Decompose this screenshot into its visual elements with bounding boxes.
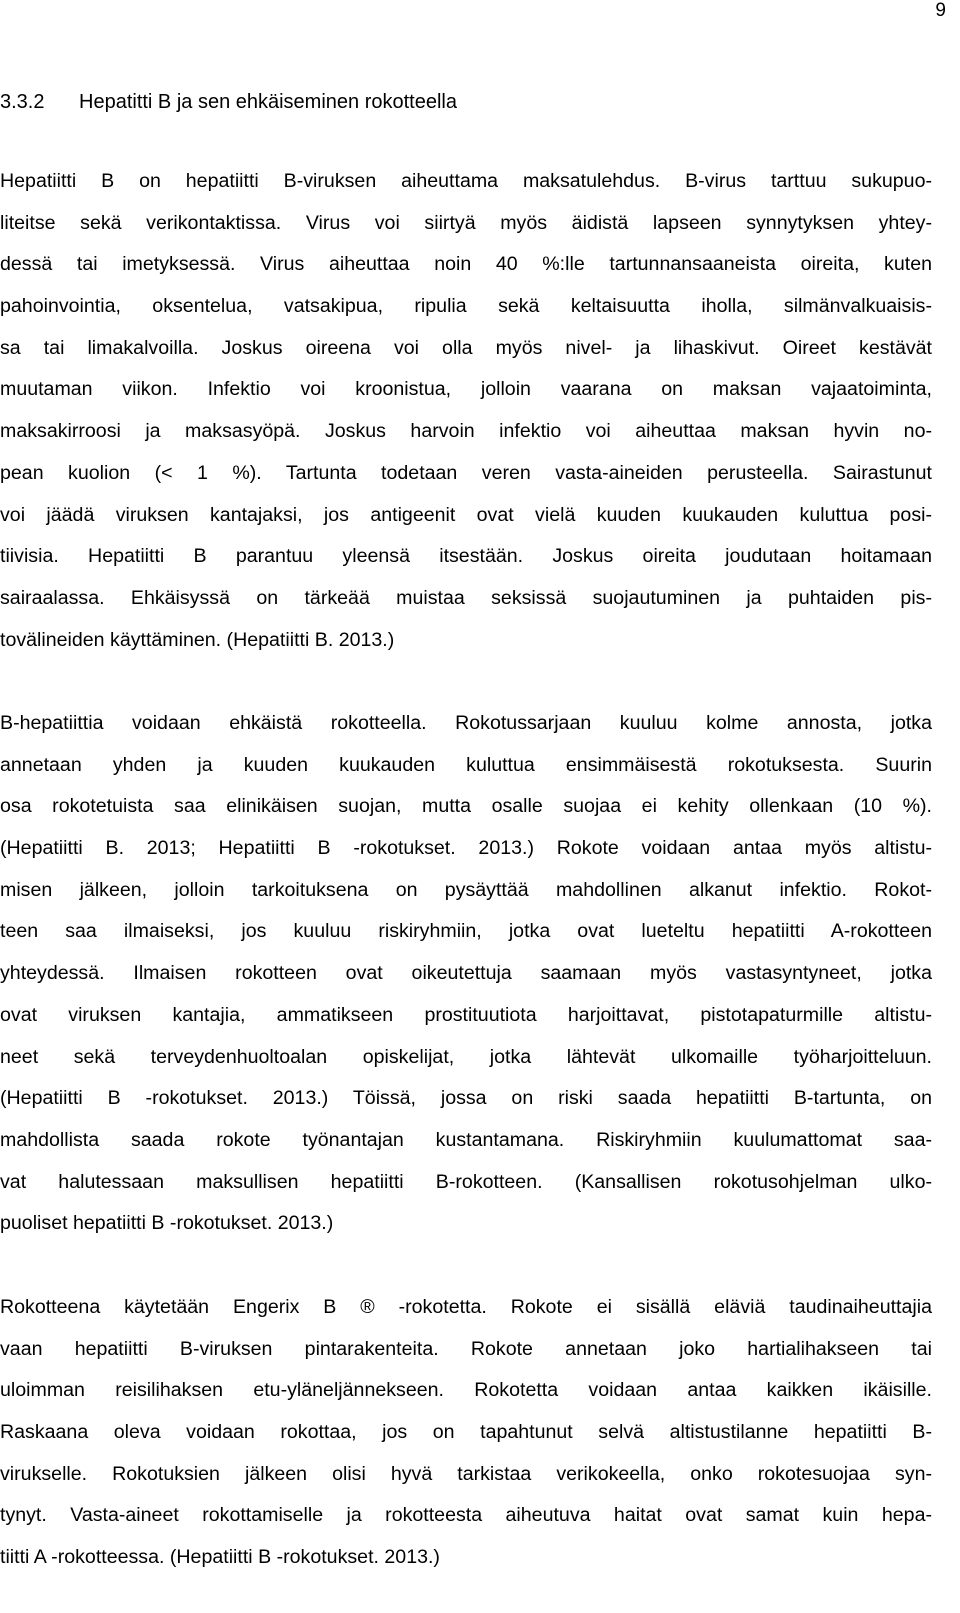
text-line: sa tai limakalvoilla. Joskus oireena voi olla myös nivel- ja lihaskivut. Oireet kestävät [0,336,932,359]
paragraph-hepatitis-b-description [0,161,932,661]
text-line: misen jälkeen, jolloin tarkoituksena on pysäyttää mahdollinen alkanut infektio. Rokot- [0,878,932,901]
text-line: tovälineiden käyttäminen. (Hepatiitti B. 2013.) [0,628,395,651]
paragraph-engerix-vaccine [0,1287,932,1579]
text-line: (Hepatiitti B. 2013; Hepatiitti B -rokotukset. 2013.) Rokote voidaan antaa myös altistu- [0,837,932,860]
text-line: Raskaana oleva voidaan rokottaa, jos on tapahtunut selvä altistustilanne hepatiitti B- [0,1421,932,1444]
text-line: ovat viruksen kantajia, ammatikseen prostituutiota harjoittavat, pistotapaturmille altistu- [0,1003,932,1026]
text-line: uloimman reisilihaksen etu-yläneljännekseen. Rokotetta voidaan antaa kaikken ikäisille. [0,1379,932,1402]
text-line: mahdollista saada rokote työnantajan kustantamana. Riskiryhmiin kuulumattomat saa- [0,1128,932,1151]
text-line: vaan hepatiitti B-viruksen pintarakenteita. Rokote annetaan joko hartialihakseen tai [0,1337,932,1360]
text-line: osa rokotetuista saa elinikäisen suojan, mutta osalle suojaa ei kehity ollenkaan (10 %). [0,795,932,818]
text-line: Rokotteena käytetään Engerix B ® -rokotetta. Rokote ei sisällä eläviä taudinaiheuttajia [0,1296,932,1318]
text-line: annetaan yhden ja kuuden kuukauden kuluttua ensimmäisestä rokotuksesta. Suurin [0,753,932,776]
page-number: 9 [935,0,946,21]
text-line: liteitse sekä verikontaktissa. Virus voi siirtyä myös äidistä lapseen synnytyksen yhtey- [0,211,932,234]
text-line: yhteydessä. Ilmaisen rokotteen ovat oikeutettuja saamaan myös vastasyntyneet, jotka [0,962,932,985]
section-heading [0,89,457,115]
paragraph-vaccination [0,703,932,1245]
text-line: neet sekä terveydenhuoltoalan opiskelijat, jotka lähtevät ulkomaille työharjoitteluun. [0,1045,932,1068]
text-line: muutaman viikon. Infektio voi kroonistua, jolloin vaarana on maksan vajaatoiminta, [0,378,932,401]
section-number: 3.3.2 [0,91,45,113]
text-line: virukselle. Rokotuksien jälkeen olisi hyvä tarkistaa verikokeella, onko rokotesuojaa syn- [0,1462,932,1485]
text-line: B-hepatiittia voidaan ehkäistä rokotteella. Rokotussarjaan kuuluu kolme annosta, jotka [0,712,932,734]
text-line: dessä tai imetyksessä. Virus aiheuttaa noin 40 %:lle tartunnansaaneista oireita, kuten [0,253,932,276]
text-line: pean kuolion (< 1 %). Tartunta todetaan veren vasta-aineiden perusteella. Sairastunut [0,461,932,484]
text-line: teen saa ilmaiseksi, jos kuuluu riskiryhmiin, jotka ovat lueteltu hepatiitti A-rokotteen [0,920,932,943]
text-line: sairaalassa. Ehkäisyssä on tärkeää muistaa seksissä suojautuminen ja puhtaiden pis- [0,586,932,609]
section-title: Hepatitti B ja sen ehkäiseminen rokotteella [79,91,457,113]
text-line: tynyt. Vasta-aineet rokottamiselle ja rokotteesta aiheutuva haitat ovat samat kuin hepa- [0,1504,932,1527]
text-line: tiitti A -rokotteessa. (Hepatiitti B -rokotukset. 2013.) [0,1546,440,1569]
text-line: maksakirroosi ja maksasyöpä. Joskus harvoin infektio voi aiheuttaa maksan hyvin no- [0,420,932,443]
text-line: pahoinvointia, oksentelua, vatsakipua, ripulia sekä keltaisuutta iholla, silmänvalkuaisis- [0,295,932,318]
text-line: puoliset hepatiitti B -rokotukset. 2013.) [0,1212,334,1235]
text-line: tiivisia. Hepatiitti B parantuu yleensä itsestään. Joskus oireita joudutaan hoitamaan [0,545,932,568]
text-line: voi jäädä viruksen kantajaksi, jos antigeenit ovat vielä kuuden kuukauden kuluttua posi- [0,503,932,526]
text-line: (Hepatiitti B -rokotukset. 2013.) Töissä, jossa on riski saada hepatiitti B-tartunta, on [0,1087,932,1110]
text-line: vat halutessaan maksullisen hepatiitti B-rokotteen. (Kansallisen rokotusohjelman ulko- [0,1170,932,1193]
text-line: Hepatiitti B on hepatiitti B-viruksen aiheuttama maksatulehdus. B-virus tarttuu sukupuo- [0,170,932,192]
